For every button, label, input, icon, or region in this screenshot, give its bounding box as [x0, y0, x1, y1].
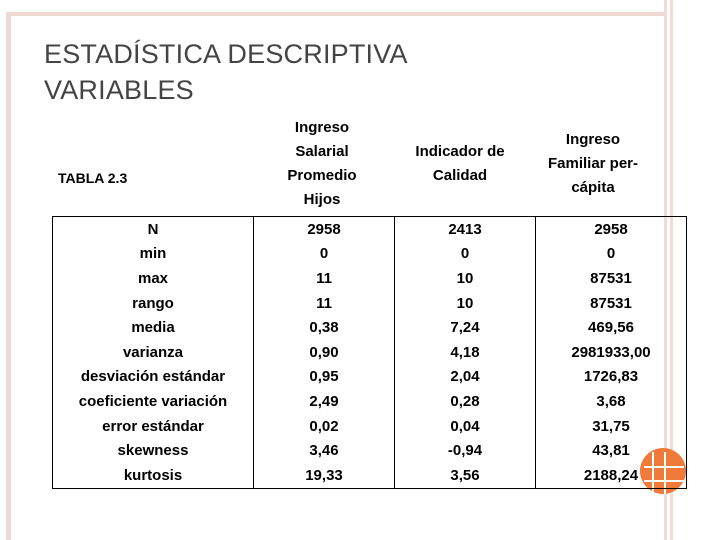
cell-ingreso-salarial: 11	[254, 266, 395, 291]
slide-title-line-1: ESTADÍSTICA DESCRIPTIVA	[44, 39, 408, 69]
table-row	[53, 389, 687, 414]
row-label: min	[53, 242, 254, 267]
cell-ingreso-familiar: 469,56	[536, 315, 687, 340]
cell-ingreso-salarial: 0,02	[254, 414, 395, 439]
slide-title-line-2: VARIABLES	[44, 75, 194, 105]
row-label: skewness	[53, 438, 254, 463]
cell-ingreso-familiar: 31,75	[536, 414, 687, 439]
header-line: Promedio	[287, 167, 357, 184]
table-row	[53, 291, 687, 316]
row-label: desviación estándar	[53, 365, 254, 390]
table-row	[53, 266, 687, 291]
cell-ingreso-familiar: 2958	[536, 217, 687, 242]
table-caption: TABLA 2.3	[58, 170, 128, 186]
row-label: media	[53, 315, 254, 340]
cell-indicador-calidad: 0,04	[395, 414, 536, 439]
cell-ingreso-salarial: 2958	[254, 217, 395, 242]
header-line: cápita	[571, 179, 615, 196]
header-line: Calidad	[432, 167, 488, 184]
cell-ingreso-familiar: 2188,24	[536, 463, 687, 488]
column-header-indicador-calidad	[390, 140, 530, 188]
cell-indicador-calidad: 7,24	[395, 315, 536, 340]
cell-ingreso-familiar: 87531	[536, 291, 687, 316]
cell-ingreso-familiar: 2981933,00	[536, 340, 687, 365]
cell-ingreso-familiar: 0	[536, 242, 687, 267]
cell-ingreso-salarial: 2,49	[254, 389, 395, 414]
table-row	[53, 315, 687, 340]
cell-indicador-calidad: 10	[395, 266, 536, 291]
header-line: Ingreso	[294, 119, 350, 136]
table-row	[53, 217, 687, 242]
row-label: error estándar	[53, 414, 254, 439]
cell-ingreso-salarial: 0	[254, 242, 395, 267]
cell-ingreso-familiar: 3,68	[536, 389, 687, 414]
cell-ingreso-salarial: 0,38	[254, 315, 395, 340]
table-row	[53, 463, 687, 488]
cell-ingreso-salarial: 11	[254, 291, 395, 316]
cell-indicador-calidad: -0,94	[395, 438, 536, 463]
header-line: Ingreso	[565, 131, 621, 148]
cell-indicador-calidad: 2,04	[395, 365, 536, 390]
statistics-table	[52, 216, 687, 489]
header-line: Familiar per-	[547, 155, 639, 172]
cell-indicador-calidad: 2413	[395, 217, 536, 242]
top-decorative-rule	[6, 12, 666, 16]
header-line: Hijos	[303, 191, 341, 208]
row-label: max	[53, 266, 254, 291]
table-row	[53, 242, 687, 267]
cell-ingreso-salarial: 0,90	[254, 340, 395, 365]
row-label: kurtosis	[53, 463, 254, 488]
table-row	[53, 340, 687, 365]
table-row	[53, 438, 687, 463]
cell-indicador-calidad: 0	[395, 242, 536, 267]
row-label: coeficiente variación	[53, 389, 254, 414]
slide-title	[44, 36, 604, 108]
column-header-ingreso-familiar	[528, 128, 658, 200]
cell-ingreso-salarial: 19,33	[254, 463, 395, 488]
left-decorative-rule	[6, 14, 11, 540]
cell-indicador-calidad: 10	[395, 291, 536, 316]
column-header-ingreso-salarial	[250, 116, 394, 212]
cell-ingreso-familiar: 87531	[536, 266, 687, 291]
cell-indicador-calidad: 4,18	[395, 340, 536, 365]
cell-ingreso-salarial: 3,46	[254, 438, 395, 463]
table-row	[53, 414, 687, 439]
header-line: Salarial	[295, 143, 349, 160]
table-row	[53, 365, 687, 390]
header-line: Indicador de	[415, 143, 505, 160]
cell-indicador-calidad: 0,28	[395, 389, 536, 414]
row-label: rango	[53, 291, 254, 316]
cell-ingreso-familiar: 43,81	[536, 438, 687, 463]
cell-ingreso-salarial: 0,95	[254, 365, 395, 390]
row-label: varianza	[53, 340, 254, 365]
cell-ingreso-familiar: 1726,83	[536, 365, 687, 390]
cell-indicador-calidad: 3,56	[395, 463, 536, 488]
row-label: N	[53, 217, 254, 242]
